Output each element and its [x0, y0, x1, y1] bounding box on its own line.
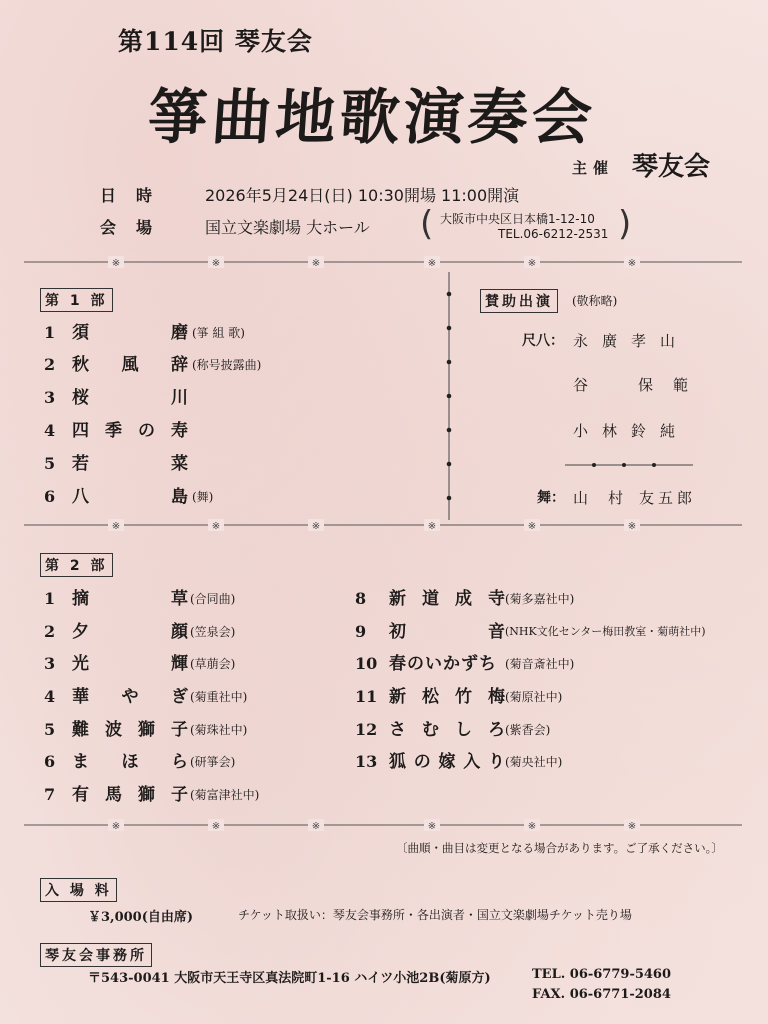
paren-close: ): [618, 204, 632, 244]
shakuhachi-label: 尺八：: [522, 333, 564, 349]
program-note: (菊多嘉社中): [505, 592, 575, 606]
performer-name: 谷 保 範: [573, 376, 689, 394]
program-number: 3: [44, 654, 56, 673]
program-number: 9: [355, 622, 367, 641]
divider: [24, 818, 742, 832]
program-number: 1: [44, 323, 56, 342]
part1-label: 第 1 部: [40, 288, 113, 312]
program-note: (菊音斎社中): [505, 657, 575, 671]
svg-text:※: ※: [527, 521, 537, 532]
program-number: 10: [355, 654, 378, 673]
program-note: (笠泉会): [190, 625, 236, 639]
program-item: [355, 620, 745, 644]
performer-name: 小林鈴純: [573, 422, 690, 440]
program-title: 華 や ぎ: [72, 687, 188, 707]
program-item: [44, 485, 444, 509]
program-note: (NHK文化センター梅田教室・菊萌社中): [505, 625, 706, 638]
program-number: 3: [44, 388, 56, 407]
vertical-separator: [446, 272, 452, 520]
host-name: 琴友会: [632, 152, 711, 182]
office-fax: FAX. 06-6771-2084: [532, 987, 671, 1002]
program-item: [44, 353, 444, 377]
program-note: (研箏会): [190, 755, 236, 769]
program-item: [44, 419, 444, 443]
svg-text:※: ※: [627, 258, 637, 269]
program-item: [44, 750, 364, 774]
venue-value: 国立文楽劇場 大ホール: [205, 218, 370, 237]
svg-text:※: ※: [427, 821, 437, 832]
program-title: 摘 草: [72, 589, 188, 609]
program-item: [44, 652, 364, 676]
program-title: さ む し ろ: [389, 720, 505, 740]
program-item: [44, 321, 444, 345]
program-note: (合同曲): [190, 592, 236, 606]
program-title: 須 磨: [72, 323, 188, 343]
svg-text:※: ※: [211, 258, 221, 269]
svg-text:※: ※: [527, 821, 537, 832]
program-title: 新 松 竹 梅: [389, 687, 505, 707]
part2-label: 第 2 部: [40, 553, 113, 577]
ticket-info: チケット取扱い：琴友会事務所・各出演者・国立文楽劇場チケット売り場: [238, 908, 632, 922]
program-title: 新 道 成 寺: [389, 589, 505, 609]
program-note: (紫香会): [505, 723, 551, 737]
dance-label: 舞：: [537, 490, 565, 506]
program-note: (菊富津社中): [190, 788, 260, 802]
program-item: [355, 750, 745, 774]
program-item: [44, 685, 364, 709]
program-title: ま ほ ら: [72, 752, 188, 772]
program-item: [44, 718, 364, 742]
program-item: [355, 587, 745, 611]
svg-text:※: ※: [311, 821, 321, 832]
dancer-name: 山 村 友五郎: [573, 489, 697, 507]
change-notice: 〔曲順・曲目は変更となる場合があります。ご了承ください。〕: [396, 841, 723, 855]
sponsor-rule: [565, 455, 693, 465]
program-number: 11: [355, 687, 378, 706]
program-title: 初 音: [389, 622, 505, 642]
office-label: 琴友会事務所: [40, 943, 152, 967]
program-title: 光 輝: [72, 654, 188, 674]
program-number: 5: [44, 454, 56, 473]
program-title: 八 島: [72, 487, 188, 507]
svg-text:※: ※: [427, 258, 437, 269]
program-title: 桜 川: [72, 388, 188, 408]
program-item: [355, 652, 745, 676]
program-title: 秋 風 辞: [72, 355, 188, 375]
datetime-label: 日時: [100, 186, 173, 205]
svg-text:※: ※: [111, 521, 121, 532]
edition-title: 第114回 琴友会: [118, 27, 313, 56]
program-number: 4: [44, 687, 56, 706]
program-item: [44, 783, 364, 807]
program-title: 若 菜: [72, 454, 188, 474]
program-number: 4: [44, 421, 56, 440]
svg-text:※: ※: [111, 821, 121, 832]
program-item: [355, 685, 745, 709]
divider: [24, 255, 742, 269]
svg-text:※: ※: [527, 258, 537, 269]
program-number: 8: [355, 589, 367, 608]
office-address: 〒543-0041 大阪市天王寺区真法院町1-16 ハイツ小池2B(菊原方): [88, 971, 491, 986]
program-number: 7: [44, 785, 56, 804]
admission-label: 入 場 料: [40, 878, 117, 902]
program-number: 2: [44, 355, 56, 374]
program-item: [44, 620, 364, 644]
paren-open: (: [420, 204, 434, 244]
venue-address: 大阪市中央区日本橋1-12-10: [440, 212, 595, 226]
program-title: 夕 顔: [72, 622, 188, 642]
program-note: (菊珠社中): [190, 723, 248, 737]
program-note: (箏 組 歌): [192, 326, 245, 340]
program-number: 6: [44, 487, 56, 506]
performer-name: 永廣孝山: [573, 332, 690, 350]
svg-text:※: ※: [427, 521, 437, 532]
svg-text:※: ※: [311, 521, 321, 532]
program-item: [355, 718, 745, 742]
program-note: (草萠会): [190, 657, 236, 671]
program-note: (称号披露曲): [192, 358, 262, 372]
venue-tel: TEL.06-6212-2531: [498, 227, 609, 241]
program-title: 難 波 獅 子: [72, 720, 188, 740]
program-note: (菊央社中): [505, 755, 563, 769]
svg-text:※: ※: [311, 258, 321, 269]
program-item: [44, 587, 364, 611]
office-tel: TEL. 06-6779-5460: [532, 967, 672, 982]
admission-price: ￥3,000(自由席): [88, 910, 194, 925]
divider: [24, 518, 742, 532]
program-item: [44, 386, 444, 410]
program-note: (菊重社中): [190, 690, 248, 704]
svg-text:※: ※: [211, 821, 221, 832]
program-note: (舞): [192, 490, 214, 504]
host-label: 主催: [572, 159, 615, 177]
program-title: 狐 の 嫁 入 り: [389, 752, 505, 772]
datetime-value: 2026年5月24日(日) 10:30開場 11:00開演: [205, 186, 520, 205]
program-note: (菊原社中): [505, 690, 563, 704]
program-item: [44, 452, 444, 476]
program-number: 6: [44, 752, 56, 771]
concert-title: 箏曲地歌演奏会: [145, 83, 599, 153]
program-number: 13: [355, 752, 378, 771]
program-title: 有 馬 獅 子: [72, 785, 188, 805]
program-number: 1: [44, 589, 56, 608]
sponsor-label: 賛助出演: [480, 289, 558, 313]
program-title: 四 季 の 寿: [72, 421, 188, 441]
program-number: 5: [44, 720, 56, 739]
program-number: 2: [44, 622, 56, 641]
honorific-note: (敬称略): [572, 294, 618, 308]
program-title: 春のいかずち: [389, 654, 497, 674]
svg-text:※: ※: [211, 521, 221, 532]
svg-text:※: ※: [627, 521, 637, 532]
venue-label: 会場: [100, 218, 173, 237]
svg-text:※: ※: [111, 258, 121, 269]
program-number: 12: [355, 720, 378, 739]
svg-text:※: ※: [627, 821, 637, 832]
